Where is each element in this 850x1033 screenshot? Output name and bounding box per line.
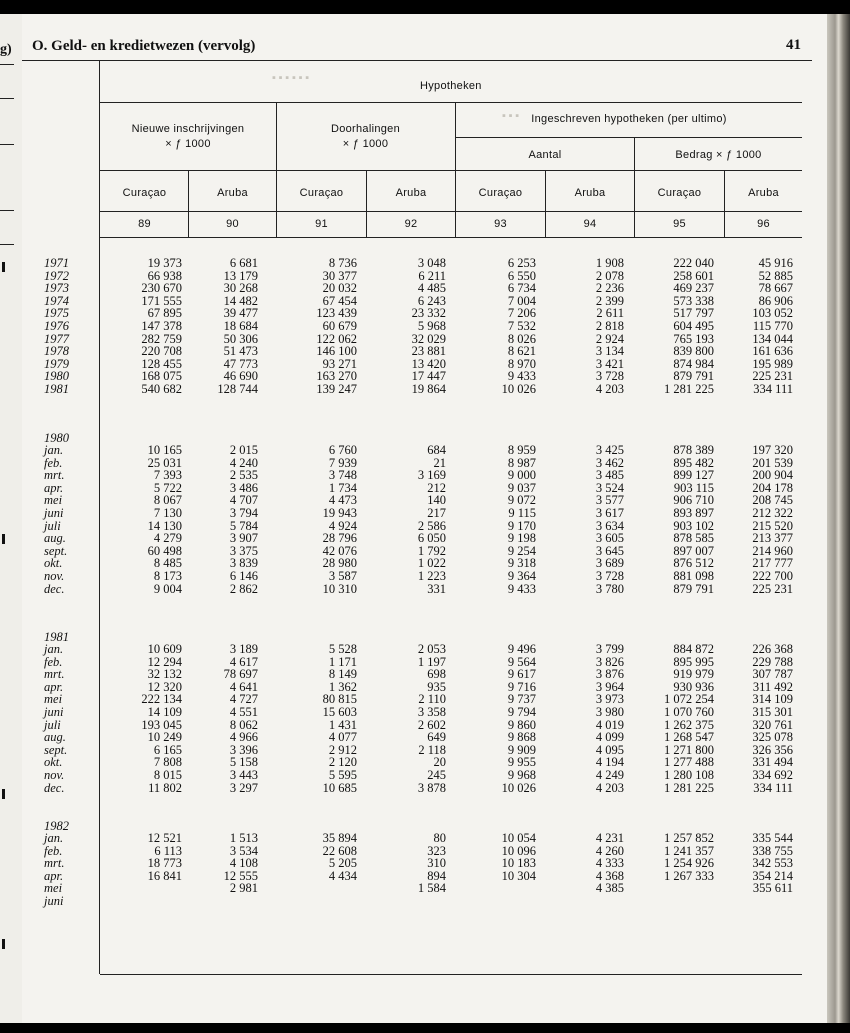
document-page <box>22 14 827 1023</box>
data-column: 3 799 3 826 3 876 3 964 3 973 3 980 4 019 4 099 4 095 4 194 4 249 4 203 <box>595 642 624 795</box>
binding-mark <box>2 939 5 949</box>
data-column: 3 189 4 617 78 697 4 641 4 727 4 551 8 062 4 966 3 396 5 158 3 443 3 297 <box>223 642 258 795</box>
adjacent-page-fragment: g) <box>0 42 12 57</box>
divider <box>0 144 14 145</box>
binding-mark <box>2 262 5 272</box>
binding-mark <box>2 534 5 544</box>
divider <box>0 210 14 211</box>
data-column: 884 872 895 995 919 979 930 936 1 072 254 1 070 760 1 262 375 1 268 547 1 271 800 1 277 488 1 280 108 1 281 225 <box>664 642 714 795</box>
divider <box>0 64 14 65</box>
data-column: 222 040 258 601 469 237 573 338 517 797 604 495 765 193 839 800 874 984 879 791 1 281 225 <box>664 256 714 396</box>
column-number: 89 <box>138 218 151 230</box>
data-column: 4 231 4 260 4 333 4 368 4 385 <box>595 831 624 896</box>
bleed-through: ▪ ▪ ▪ ▪ ▪ ▪ <box>272 72 310 84</box>
column-header: Aruba <box>748 187 779 199</box>
table-rule <box>455 137 802 138</box>
data-column: 684 21 3 169 212 140 217 2 586 6 050 1 792 1 022 1 223 331 <box>417 443 446 596</box>
table-rule <box>100 170 802 171</box>
data-column: 335 544 338 755 342 553 354 214 355 611 <box>752 831 793 896</box>
data-column: 19 373 66 938 230 670 171 555 67 895 147 378 282 759 220 708 128 455 168 075 540 682 <box>141 256 182 396</box>
column-number: 96 <box>757 218 770 230</box>
column-number: 92 <box>404 218 418 230</box>
divider <box>0 244 14 245</box>
column-header: Aruba <box>574 187 606 199</box>
column-header: Curaçao <box>478 187 523 199</box>
section-title: O. Geld- en kredietwezen (vervolg) <box>32 38 256 54</box>
column-number: 91 <box>315 218 328 230</box>
row-labels-months: jan. feb. mrt. apr. mei juni juli aug. sept. okt. nov. dec. <box>44 642 68 795</box>
bleed-through: ▪ ▪ ▪ <box>502 110 520 122</box>
year-label: 1981 <box>44 630 69 644</box>
data-column: 12 521 6 113 18 773 16 841 <box>147 831 182 883</box>
column-number: 93 <box>494 218 507 230</box>
data-column: 10 609 12 294 32 132 12 320 222 134 14 109 193 045 10 249 6 165 7 808 8 015 11 802 <box>141 642 182 795</box>
binding-mark <box>2 789 5 799</box>
row-labels-annual: 1971 1972 1973 1974 1975 1976 1977 1978 1979 1980 1981 <box>44 256 69 396</box>
data-column: 878 389 895 482 899 127 903 115 906 710 893 897 903 102 878 585 897 007 876 512 881 098 879 791 <box>673 443 714 596</box>
data-column: 10 165 25 031 7 393 5 722 8 067 7 130 14 130 4 279 60 498 8 485 8 173 9 004 <box>147 443 182 596</box>
table-rule <box>100 211 802 212</box>
data-column: 6 760 7 939 3 748 1 734 4 473 19 943 4 924 28 796 42 076 28 980 3 587 10 310 <box>322 443 357 596</box>
column-header: Aruba <box>395 187 427 199</box>
data-column: 35 894 22 608 5 205 4 434 <box>322 831 357 883</box>
data-column: 226 368 229 788 307 787 311 492 314 109 315 301 320 761 325 078 326 356 331 494 334 692 334 111 <box>752 642 793 795</box>
data-column: 197 320 201 539 200 904 204 178 208 745 212 322 215 520 213 377 214 960 217 777 222 700 225 231 <box>752 443 793 596</box>
data-column: 9 496 9 564 9 617 9 716 9 737 9 794 9 860 9 868 9 909 9 955 9 968 10 026 <box>501 642 536 795</box>
year-label: 1980 <box>44 431 69 445</box>
column-group-header: Doorhalingen × ƒ 1000 <box>330 123 401 150</box>
row-labels-months: jan. feb. mrt. apr. mei juni juli aug. sept. okt. nov. dec. <box>44 443 68 596</box>
column-number: 90 <box>226 218 239 230</box>
column-header: Curaçao <box>657 187 702 199</box>
column-header: Aruba <box>217 187 248 199</box>
column-group-header: Nieuwe inschrijvingen × ƒ 1000 <box>131 123 245 150</box>
data-column: 2 015 4 240 2 535 3 486 4 707 3 794 5 784 3 907 3 375 3 839 6 146 2 862 <box>229 443 258 596</box>
column-group-header: Bedrag × ƒ 1000 <box>675 149 762 161</box>
column-header: Curaçao <box>299 187 344 199</box>
data-column: 2 053 1 197 698 935 2 110 3 358 2 602 649 2 118 20 245 3 878 <box>417 642 446 795</box>
data-column: 6 681 13 179 30 268 14 482 39 477 18 684 50 306 51 473 47 773 46 690 128 744 <box>217 256 258 396</box>
data-column: 45 916 52 885 78 667 86 906 103 052 115 770 134 044 161 636 195 989 225 231 334 111 <box>752 256 793 396</box>
column-group-header: Ingeschreven hypotheken (per ultimo) <box>531 113 727 125</box>
column-group-header: Aantal <box>528 149 562 161</box>
column-number: 94 <box>583 218 597 230</box>
data-column: 1 908 2 078 2 236 2 399 2 611 2 818 2 924 3 134 3 421 3 728 4 203 <box>595 256 624 396</box>
data-column: 80 323 310 894 1 584 <box>417 831 446 896</box>
adjacent-page-strip <box>0 14 22 1023</box>
page-number: 41 <box>786 37 801 53</box>
header-rule <box>22 60 812 61</box>
year-label: 1982 <box>44 819 69 833</box>
book-edge <box>827 14 850 1023</box>
data-column: 5 528 1 171 8 149 1 362 80 815 15 603 1 431 4 077 2 912 2 120 5 595 10 685 <box>322 642 357 795</box>
data-column: 1 513 3 534 4 108 12 555 2 981 <box>223 831 258 896</box>
row-labels-months: jan. feb. mrt. apr. mei juni <box>44 831 65 908</box>
data-column: 1 257 852 1 241 357 1 254 926 1 267 333 <box>664 831 714 883</box>
column-number: 95 <box>673 218 686 230</box>
table-rule <box>100 102 802 103</box>
table-rule <box>100 237 802 238</box>
table-rule <box>100 974 802 975</box>
column-header: Curaçao <box>122 187 167 199</box>
data-column: 3 048 6 211 4 485 6 243 23 332 5 968 32 029 23 881 13 420 17 447 19 864 <box>411 256 446 396</box>
data-column: 10 054 10 096 10 183 10 304 <box>501 831 536 883</box>
divider <box>0 98 14 99</box>
data-column: 3 425 3 462 3 485 3 524 3 577 3 617 3 634 3 605 3 645 3 689 3 728 3 780 <box>595 443 624 596</box>
data-column: 6 253 6 550 6 734 7 004 7 206 7 532 8 026 8 621 8 970 9 433 10 026 <box>501 256 536 396</box>
data-column: 8 959 8 987 9 000 9 037 9 072 9 115 9 170 9 198 9 254 9 318 9 364 9 433 <box>507 443 536 596</box>
data-column: 8 736 30 377 20 032 67 454 123 439 60 679 122 062 146 100 93 271 163 270 139 247 <box>316 256 357 396</box>
table-rule <box>99 60 100 974</box>
group-header: Hypotheken <box>420 80 482 92</box>
